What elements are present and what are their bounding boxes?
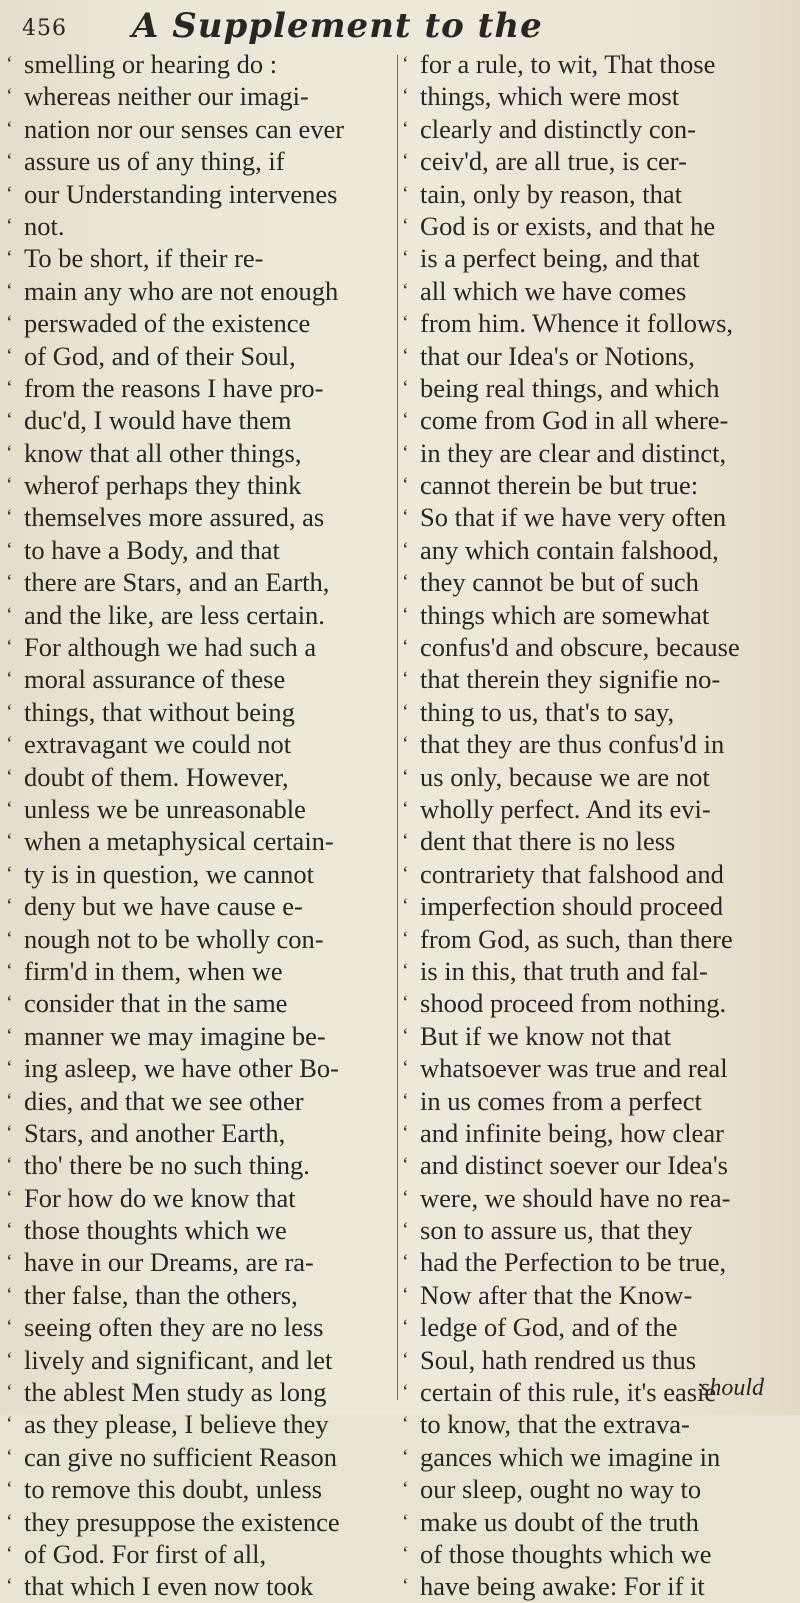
quote-mark: ‘: [402, 959, 409, 982]
text-line: [402, 1214, 794, 1246]
text-line: [6, 663, 392, 695]
text-line: [402, 1570, 794, 1602]
line-text: confus'd and obscure, because: [420, 632, 740, 663]
text-line: [402, 955, 794, 987]
text-line: [402, 1020, 794, 1052]
line-text: were, we should have no rea-: [420, 1182, 731, 1213]
line-text: assure us of any thing, if: [24, 146, 285, 177]
column-divider: [397, 55, 398, 1400]
line-text: is a perfect being, and that: [420, 243, 700, 274]
text-line: [6, 566, 392, 598]
text-line: [6, 178, 392, 210]
quote-mark: ‘: [402, 1219, 409, 1242]
line-text: Soul, hath rendred us thus: [420, 1344, 697, 1375]
quote-mark: ‘: [6, 474, 13, 497]
line-text: our sleep, ought no way to: [420, 1474, 702, 1505]
quote-mark: ‘: [402, 1575, 409, 1598]
quote-mark: ‘: [6, 1251, 13, 1274]
text-line: [402, 501, 794, 533]
quote-mark: ‘: [6, 1186, 13, 1209]
quote-mark: ‘: [402, 700, 409, 723]
quote-mark: ‘: [6, 409, 13, 432]
quote-mark: ‘: [6, 53, 13, 75]
quote-mark: ‘: [6, 1154, 13, 1177]
quote-mark: ‘: [6, 1121, 13, 1144]
line-text: have being awake: For if it: [420, 1571, 705, 1602]
quote-mark: ‘: [6, 1089, 13, 1112]
quote-mark: ‘: [402, 603, 409, 626]
text-line: [402, 761, 794, 793]
text-line: [402, 437, 794, 469]
line-text: us only, because we are not: [420, 761, 710, 792]
text-line: [402, 307, 794, 339]
text-line: [6, 1538, 392, 1570]
quote-mark: ‘: [402, 765, 409, 788]
text-line: [402, 599, 794, 631]
line-text: is in this, that truth and fal-: [420, 955, 708, 986]
line-text: as they please, I believe they: [24, 1409, 329, 1440]
quote-mark: ‘: [6, 1445, 13, 1468]
line-text: ing asleep, we have other Bo-: [24, 1053, 339, 1084]
quote-mark: ‘: [6, 765, 13, 788]
line-text: Stars, and another Earth,: [24, 1117, 286, 1148]
line-text: smelling or hearing do :: [24, 49, 278, 79]
line-text: that they are thus confus'd in: [420, 729, 725, 760]
text-line: [6, 1052, 392, 1084]
quote-mark: ‘: [402, 474, 409, 497]
quote-mark: ‘: [6, 1316, 13, 1339]
line-text: dent that there is no less: [420, 826, 676, 857]
quote-mark: ‘: [402, 797, 409, 820]
line-text: have in our Dreams, are ra-: [24, 1247, 314, 1278]
quote-mark: ‘: [6, 862, 13, 885]
line-text: gances which we imagine in: [420, 1441, 721, 1472]
line-text: when a metaphysical certain-: [24, 826, 334, 857]
line-text: lively and significant, and let: [24, 1344, 333, 1375]
line-text: of God. For first of all,: [24, 1538, 267, 1569]
quote-mark: ‘: [402, 247, 409, 270]
quote-mark: ‘: [402, 1316, 409, 1339]
text-line: [6, 1246, 392, 1278]
line-text: to have a Body, and that: [24, 534, 280, 565]
line-text: come from God in all where-: [420, 405, 729, 436]
quote-mark: ‘: [6, 247, 13, 270]
text-line: [6, 631, 392, 663]
text-line: [6, 1117, 392, 1149]
line-text: But if we know not that: [420, 1020, 671, 1051]
line-text: ceiv'd, are all true, is cer-: [420, 146, 687, 177]
line-text: there are Stars, and an Earth,: [24, 567, 330, 598]
line-text: and infinite being, how clear: [420, 1117, 724, 1148]
quote-mark: ‘: [6, 441, 13, 464]
line-text: consider that in the same: [24, 988, 288, 1019]
text-line: [402, 1246, 794, 1278]
line-text: moral assurance of these: [24, 664, 286, 695]
text-line: [402, 534, 794, 566]
text-line: [402, 1149, 794, 1181]
quote-mark: ‘: [6, 279, 13, 302]
quote-mark: ‘: [402, 441, 409, 464]
text-line: [6, 1506, 392, 1538]
text-line: [402, 210, 794, 242]
text-line: [402, 1311, 794, 1343]
quote-mark: ‘: [402, 409, 409, 432]
catchword: should: [700, 1375, 765, 1401]
text-line: [6, 1149, 392, 1181]
text-line: [6, 923, 392, 955]
line-text: duc'd, I would have them: [24, 405, 292, 436]
quote-mark: ‘: [6, 733, 13, 756]
quote-mark: ‘: [6, 312, 13, 335]
quote-mark: ‘: [6, 1575, 13, 1598]
text-line: [6, 858, 392, 890]
quote-mark: ‘: [6, 959, 13, 982]
quote-mark: ‘: [6, 344, 13, 367]
text-line: [402, 404, 794, 436]
line-text: cannot therein be but true:: [420, 470, 699, 501]
quote-mark: ‘: [402, 1542, 409, 1565]
line-text: ledge of God, and of the: [420, 1312, 678, 1343]
line-text: of those thoughts which we: [420, 1538, 712, 1569]
line-text: whatsoever was true and real: [420, 1053, 728, 1084]
quote-mark: ‘: [6, 636, 13, 659]
line-text: whereas neither our imagi-: [24, 81, 309, 112]
line-text: things, that without being: [24, 696, 295, 727]
text-line: [6, 1408, 392, 1440]
quote-mark: ‘: [402, 992, 409, 1015]
quote-mark: ‘: [6, 992, 13, 1015]
text-line: [6, 501, 392, 533]
quote-mark: ‘: [6, 85, 13, 108]
text-line: [6, 599, 392, 631]
text-line: [6, 728, 392, 760]
quote-mark: ‘: [6, 538, 13, 561]
text-line: [402, 1085, 794, 1117]
quote-mark: ‘: [6, 506, 13, 529]
line-text: wholly perfect. And its evi-: [420, 793, 711, 824]
text-line: [402, 1052, 794, 1084]
line-text: make us doubt of the truth: [420, 1506, 699, 1537]
quote-mark: ‘: [6, 1510, 13, 1533]
line-text: they cannot be but of such: [420, 567, 699, 598]
line-text: that which I even now took: [24, 1571, 314, 1602]
text-line: [6, 955, 392, 987]
line-text: all which we have comes: [420, 275, 687, 306]
quote-mark: ‘: [402, 1445, 409, 1468]
text-line: [6, 210, 392, 242]
quote-mark: ‘: [402, 927, 409, 950]
text-line: [402, 696, 794, 728]
text-line: [402, 1279, 794, 1311]
quote-mark: ‘: [402, 862, 409, 885]
line-text: any which contain falshood,: [420, 534, 719, 565]
line-text: ther false, than the others,: [24, 1279, 298, 1310]
text-line: [6, 242, 392, 274]
line-text: clearly and distinctly con-: [420, 113, 696, 144]
quote-mark: ‘: [6, 1057, 13, 1080]
text-line: [402, 1117, 794, 1149]
quote-mark: ‘: [402, 1089, 409, 1112]
text-line: [6, 696, 392, 728]
line-text: the ablest Men study as long: [24, 1377, 327, 1408]
line-text: from the reasons I have pro-: [24, 372, 324, 403]
text-line: [402, 1538, 794, 1570]
text-line: [402, 145, 794, 177]
quote-mark: ‘: [402, 1154, 409, 1177]
line-text: those thoughts which we: [24, 1215, 287, 1246]
quote-mark: ‘: [402, 376, 409, 399]
quote-mark: ‘: [402, 1121, 409, 1144]
quote-mark: ‘: [402, 733, 409, 756]
line-text: main any who are not enough: [24, 275, 339, 306]
text-line: [402, 113, 794, 145]
line-text: To be short, if their re-: [24, 243, 264, 274]
line-text: God is or exists, and that he: [420, 210, 716, 241]
quote-mark: ‘: [6, 927, 13, 950]
quote-mark: ‘: [402, 279, 409, 302]
text-line: [6, 1344, 392, 1376]
line-text: tho' there be no such thing.: [24, 1150, 310, 1181]
quote-mark: ‘: [6, 182, 13, 205]
text-line: [402, 728, 794, 760]
quote-mark: ‘: [6, 1348, 13, 1371]
line-text: extravagant we could not: [24, 729, 292, 760]
line-text: themselves more assured, as: [24, 502, 325, 533]
text-line: [6, 275, 392, 307]
quote-mark: ‘: [6, 668, 13, 691]
line-text: and distinct soever our Idea's: [420, 1150, 728, 1181]
quote-mark: ‘: [402, 571, 409, 594]
quote-mark: ‘: [402, 344, 409, 367]
line-text: to know, that the extrava-: [420, 1409, 690, 1440]
text-line: [6, 372, 392, 404]
text-line: [6, 404, 392, 436]
text-line: [402, 987, 794, 1019]
text-line: [402, 48, 794, 80]
line-text: Now after that the Know-: [420, 1279, 693, 1310]
quote-mark: ‘: [6, 1283, 13, 1306]
text-line: [6, 1085, 392, 1117]
quote-mark: ‘: [402, 1510, 409, 1533]
quote-mark: ‘: [402, 1381, 409, 1404]
line-text: not.: [24, 210, 65, 241]
quote-mark: ‘: [402, 1251, 409, 1274]
line-text: for a rule, to wit, That those: [420, 49, 716, 79]
line-text: For how do we know that: [24, 1182, 296, 1213]
text-line: [402, 469, 794, 501]
quote-mark: ‘: [6, 1024, 13, 1047]
text-line: [402, 663, 794, 695]
line-text: deny but we have cause e-: [24, 891, 303, 922]
quote-mark: ‘: [402, 895, 409, 918]
right-text-column: [402, 48, 794, 1603]
line-text: our Understanding intervenes: [24, 178, 338, 209]
text-line: [6, 534, 392, 566]
text-line: [6, 307, 392, 339]
text-line: [402, 1506, 794, 1538]
left-text-column: [6, 48, 392, 1603]
text-line: [6, 987, 392, 1019]
quote-mark: ‘: [402, 830, 409, 853]
quote-mark: ‘: [402, 1348, 409, 1371]
text-line: [402, 566, 794, 598]
quote-mark: ‘: [402, 182, 409, 205]
quote-mark: ‘: [6, 376, 13, 399]
quote-mark: ‘: [6, 700, 13, 723]
text-line: [6, 1279, 392, 1311]
quote-mark: ‘: [402, 85, 409, 108]
quote-mark: ‘: [6, 603, 13, 626]
text-line: [402, 1344, 794, 1376]
text-line: [402, 80, 794, 112]
line-text: in they are clear and distinct,: [420, 437, 727, 468]
line-text: things, which were most: [420, 81, 680, 112]
text-line: [402, 1408, 794, 1440]
text-line: [6, 1570, 392, 1602]
quote-mark: ‘: [402, 636, 409, 659]
line-text: For although we had such a: [24, 632, 317, 663]
text-line: [402, 631, 794, 663]
line-text: nation nor our senses can ever: [24, 113, 345, 144]
line-text: that therein they signifie no-: [420, 664, 721, 695]
line-text: tain, only by reason, that: [420, 178, 682, 209]
text-line: [402, 178, 794, 210]
text-line: [6, 1214, 392, 1246]
line-text: ty is in question, we cannot: [24, 858, 314, 889]
text-line: [6, 1376, 392, 1408]
text-line: [402, 275, 794, 307]
quote-mark: ‘: [6, 830, 13, 853]
text-line: [402, 242, 794, 274]
line-text: things which are somewhat: [420, 599, 710, 630]
line-text: from God, as such, than there: [420, 923, 733, 954]
line-text: firm'd in them, when we: [24, 955, 283, 986]
text-line: [6, 890, 392, 922]
text-line: [6, 437, 392, 469]
text-line: [6, 80, 392, 112]
text-line: [402, 1441, 794, 1473]
line-text: unless we be unreasonable: [24, 793, 306, 824]
text-line: [6, 1020, 392, 1052]
line-text: wherof perhaps they think: [24, 470, 302, 501]
text-line: [402, 793, 794, 825]
line-text: can give no sufficient Reason: [24, 1441, 338, 1472]
line-text: in us comes from a perfect: [420, 1085, 702, 1116]
quote-mark: ‘: [402, 1413, 409, 1436]
line-text: shood proceed from nothing.: [420, 988, 727, 1019]
quote-mark: ‘: [6, 895, 13, 918]
line-text: son to assure us, that they: [420, 1215, 693, 1246]
line-text: imperfection should proceed: [420, 891, 724, 922]
text-line: [6, 825, 392, 857]
page-number: 456: [22, 16, 67, 41]
text-line: [6, 469, 392, 501]
text-line: [402, 858, 794, 890]
quote-mark: ‘: [402, 214, 409, 237]
quote-mark: ‘: [6, 1478, 13, 1501]
quote-mark: ‘: [402, 506, 409, 529]
text-line: [402, 340, 794, 372]
line-text: had the Perfection to be true,: [420, 1247, 727, 1278]
quote-mark: ‘: [402, 1186, 409, 1209]
line-text: that our Idea's or Notions,: [420, 340, 695, 371]
text-line: [402, 1182, 794, 1214]
line-text: So that if we have very often: [420, 502, 727, 533]
quote-mark: ‘: [6, 150, 13, 173]
line-text: manner we may imagine be-: [24, 1020, 326, 1051]
quote-mark: ‘: [402, 53, 409, 75]
quote-mark: ‘: [6, 117, 13, 140]
text-line: [6, 1441, 392, 1473]
text-line: [6, 793, 392, 825]
line-text: of God, and of their Soul,: [24, 340, 296, 371]
quote-mark: ‘: [6, 214, 13, 237]
line-text: being real things, and which: [420, 372, 720, 403]
running-head-title: A Supplement to the: [132, 6, 543, 46]
quote-mark: ‘: [6, 571, 13, 594]
line-text: thing to us, that's to say,: [420, 696, 675, 727]
quote-mark: ‘: [402, 312, 409, 335]
line-text: nough not to be wholly con-: [24, 923, 324, 954]
quote-mark: ‘: [402, 117, 409, 140]
text-line: [6, 113, 392, 145]
line-text: and the like, are less certain.: [24, 599, 325, 630]
quote-mark: ‘: [402, 668, 409, 691]
line-text: to remove this doubt, unless: [24, 1474, 323, 1505]
line-text: certain of this rule, it's easie: [420, 1377, 717, 1408]
quote-mark: ‘: [6, 1413, 13, 1436]
text-line: [6, 340, 392, 372]
line-text: contrariety that falshood and: [420, 858, 724, 889]
line-text: from him. Whence it follows,: [420, 308, 734, 339]
text-line: [402, 890, 794, 922]
quote-mark: ‘: [402, 1024, 409, 1047]
quote-mark: ‘: [6, 1542, 13, 1565]
text-line: [6, 145, 392, 177]
quote-mark: ‘: [6, 1381, 13, 1404]
line-text: seeing often they are no less: [24, 1312, 324, 1343]
line-text: know that all other things,: [24, 437, 302, 468]
line-text: they presuppose the existence: [24, 1506, 340, 1537]
line-text: doubt of them. However,: [24, 761, 289, 792]
text-line: [6, 1473, 392, 1505]
quote-mark: ‘: [402, 1283, 409, 1306]
quote-mark: ‘: [402, 1478, 409, 1501]
quote-mark: ‘: [6, 1219, 13, 1242]
quote-mark: ‘: [6, 797, 13, 820]
text-line: [402, 1473, 794, 1505]
quote-mark: ‘: [402, 1057, 409, 1080]
text-line: [402, 372, 794, 404]
line-text: perswaded of the existence: [24, 308, 311, 339]
text-line: [6, 1311, 392, 1343]
text-line: [6, 761, 392, 793]
quote-mark: ‘: [402, 150, 409, 173]
text-line: [6, 48, 392, 80]
line-text: dies, and that we see other: [24, 1085, 304, 1116]
text-line: [6, 1182, 392, 1214]
text-line: [402, 825, 794, 857]
quote-mark: ‘: [402, 538, 409, 561]
text-line: [402, 923, 794, 955]
page-header: [22, 4, 782, 48]
